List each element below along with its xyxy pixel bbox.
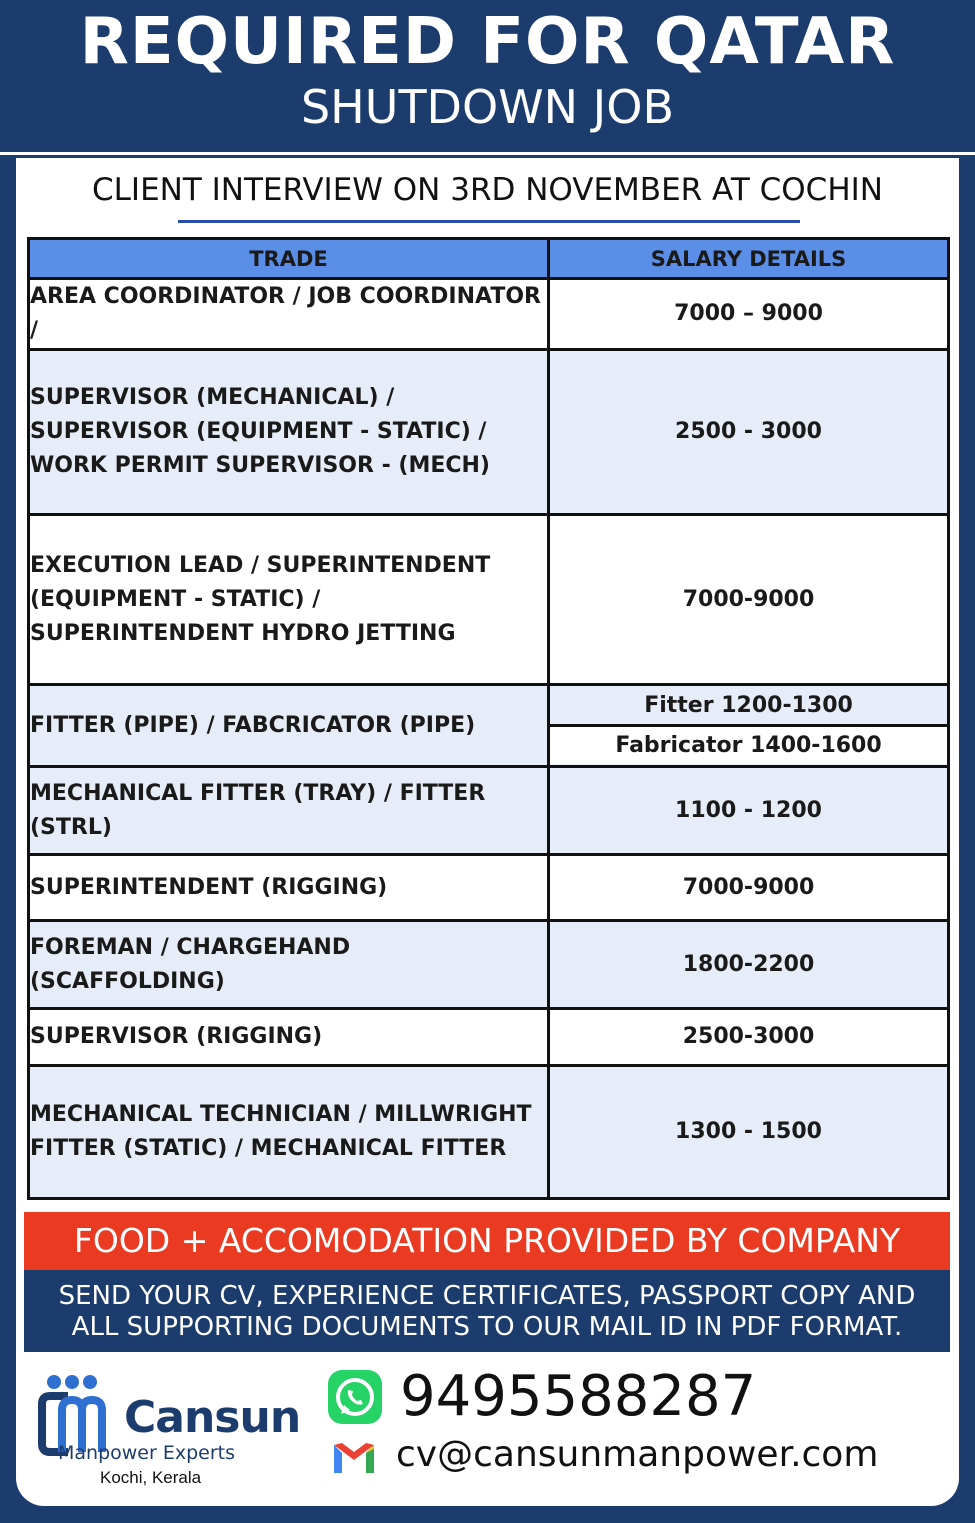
table-row	[29, 350, 949, 515]
salary-cell-split	[549, 685, 949, 767]
salary-cell: 7000-9000	[549, 855, 949, 921]
content-card	[16, 158, 959, 1506]
salary-cell: 7000-9000	[549, 515, 949, 685]
company-logo	[38, 1370, 301, 1495]
trade-cell: SUPERVISOR (MECHANICAL) / SUPERVISOR (EQUIPMENT - STATIC) / WORK PERMIT SUPERVISOR - (MECH)	[29, 350, 549, 515]
trade-cell: MECHANICAL TECHNICIAN / MILLWRIGHT FITTER (STATIC) / MECHANICAL FITTER	[29, 1066, 549, 1199]
company-name: Cansun	[124, 1392, 301, 1443]
table-row	[29, 279, 949, 350]
table-row	[29, 1009, 949, 1066]
company-tagline: Manpower Experts	[58, 1442, 236, 1464]
company-location: Kochi, Kerala	[100, 1468, 202, 1487]
salary-cell: 7000 – 9000	[549, 279, 949, 350]
send-note-line-2: ALL SUPPORTING DOCUMENTS TO OUR MAIL ID IN PDF FORMAT.	[71, 1312, 903, 1342]
column-header-salary: SALARY DETAILS	[549, 239, 949, 279]
salary-cell: 2500 - 3000	[549, 350, 949, 515]
table-row	[29, 921, 949, 1009]
table-header-row	[29, 239, 949, 279]
trade-cell: EXECUTION LEAD / SUPERINTENDENT (EQUIPMENT - STATIC) / SUPERINTENDENT HYDRO JETTING	[29, 515, 549, 685]
salary-cell: 2500-3000	[549, 1009, 949, 1066]
trade-cell: AREA COORDINATOR / JOB COORDINATOR /	[29, 279, 549, 350]
salary-subline: Fitter 1200-1300	[644, 693, 853, 718]
email-address[interactable]: cv@cansunmanpower.com	[396, 1434, 879, 1475]
trade-cell: SUPERVISOR (RIGGING)	[29, 1009, 549, 1066]
table-row	[29, 855, 949, 921]
salary-subline: Fabricator 1400-1600	[550, 724, 947, 764]
trade-cell: FOREMAN / CHARGEHAND (SCAFFOLDING)	[29, 921, 549, 1009]
page-subtitle: SHUTDOWN JOB	[300, 80, 675, 134]
gmail-icon	[332, 1439, 376, 1475]
salary-cell: 1300 - 1500	[549, 1066, 949, 1199]
send-note-line-1: SEND YOUR CV, EXPERIENCE CERTIFICATES, PASSPORT COPY AND	[58, 1281, 916, 1311]
trade-cell: FITTER (PIPE) / FABCRICATOR (PIPE)	[29, 685, 549, 767]
send-documents-note	[24, 1270, 950, 1352]
phone-number[interactable]: 9495588287	[400, 1364, 757, 1429]
food-accommodation-banner: FOOD + ACCOMODATION PROVIDED BY COMPANY	[24, 1212, 950, 1270]
table-row	[29, 1066, 949, 1199]
interview-underline	[178, 220, 800, 223]
trade-cell: MECHANICAL FITTER (TRAY) / FITTER (STRL)	[29, 767, 549, 855]
whatsapp-icon	[326, 1368, 384, 1426]
table-row	[29, 685, 949, 767]
salary-cell: 1800-2200	[549, 921, 949, 1009]
page-title: REQUIRED FOR QATAR	[79, 5, 896, 79]
trade-cell: SUPERINTENDENT (RIGGING)	[29, 855, 549, 921]
salary-cell: 1100 - 1200	[549, 767, 949, 855]
header-banner	[0, 0, 975, 155]
column-header-trade: TRADE	[29, 239, 549, 279]
jobs-table	[27, 237, 950, 1200]
table-row	[29, 515, 949, 685]
table-row	[29, 767, 949, 855]
interview-note: CLIENT INTERVIEW ON 3RD NOVEMBER AT COCHIN	[92, 172, 883, 208]
